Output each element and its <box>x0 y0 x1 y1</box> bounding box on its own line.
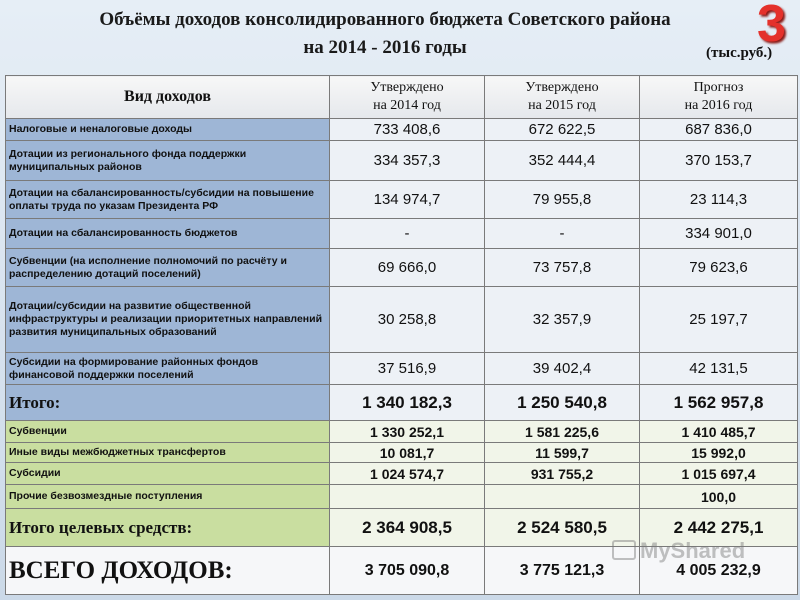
row-value-2014: 30 258,8 <box>330 287 485 353</box>
target-total-value-2015: 2 524 580,5 <box>485 509 640 547</box>
watermark <box>612 538 745 564</box>
total-label: Итого: <box>6 385 330 421</box>
target-total-value-2014: 2 364 908,5 <box>330 509 485 547</box>
target-row <box>6 443 798 463</box>
col-header-2014 <box>330 76 485 119</box>
target-row <box>6 463 798 485</box>
row-value-2014: 1 330 252,1 <box>330 421 485 443</box>
target-row <box>6 485 798 509</box>
row-value-2015: 32 357,9 <box>485 287 640 353</box>
row-value-2016: 79 623,6 <box>640 249 798 287</box>
row-value-2015: - <box>485 219 640 249</box>
row-value-2015: 931 755,2 <box>485 463 640 485</box>
row-value-2016: 334 901,0 <box>640 219 798 249</box>
row-value-2015: 79 955,8 <box>485 181 640 219</box>
presentation-icon <box>612 540 636 560</box>
col-header-2014-line1: Утверждено <box>370 80 444 95</box>
page-title <box>40 6 730 62</box>
unit-label: (тыс.руб.) <box>706 45 773 61</box>
col-header-2014-line2: на 2014 год <box>373 98 441 113</box>
row-value-2015: 73 757,8 <box>485 249 640 287</box>
grand-total-value-2016: 4 005 232,9 <box>640 547 798 595</box>
table-row <box>6 181 798 219</box>
row-value-2015: 11 599,7 <box>485 443 640 463</box>
grand-total-label: ВСЕГО ДОХОДОВ: <box>6 547 330 595</box>
row-value-2014: 334 357,3 <box>330 141 485 181</box>
row-value-2015: 1 581 225,6 <box>485 421 640 443</box>
table-row <box>6 353 798 385</box>
row-value-2016: 100,0 <box>640 485 798 509</box>
col-header-2016-line2: на 2016 год <box>684 98 753 113</box>
row-name: Прочие безвозмездные поступления <box>6 485 330 509</box>
row-value-2016: 1 015 697,4 <box>640 463 798 485</box>
table-row <box>6 249 798 287</box>
row-value-2015 <box>485 485 640 509</box>
row-name: Дотации/субсидии на развитие общественной инфраструктуры и реализации приоритетных направлений развития муниципальных образований <box>6 287 330 353</box>
total-row <box>6 385 798 421</box>
row-value-2015: 672 622,5 <box>485 119 640 141</box>
row-value-2014: 134 974,7 <box>330 181 485 219</box>
col-header-type: Вид доходов <box>6 76 330 119</box>
row-value-2015: 39 402,4 <box>485 353 640 385</box>
row-value-2014: 10 081,7 <box>330 443 485 463</box>
row-name: Дотации на сбалансированность бюджетов <box>6 219 330 249</box>
row-value-2014 <box>330 485 485 509</box>
grand-total-value-2015: 3 775 121,3 <box>485 547 640 595</box>
col-header-2015 <box>485 76 640 119</box>
target-total-value-2016: 2 442 275,1 <box>640 509 798 547</box>
row-value-2014: - <box>330 219 485 249</box>
col-header-2016-line1: Прогноз <box>693 80 744 95</box>
row-value-2014: 1 024 574,7 <box>330 463 485 485</box>
row-value-2016: 23 114,3 <box>640 181 798 219</box>
row-name: Субвенции (на исполнение полномочий по расчёту и распределению дотаций поселений) <box>6 249 330 287</box>
header-row <box>6 76 798 119</box>
row-value-2016: 687 836,0 <box>640 119 798 141</box>
row-value-2016: 15 992,0 <box>640 443 798 463</box>
title-line-1: Объёмы доходов консолидированного бюджета Советского района <box>99 9 671 30</box>
total-value-2014: 1 340 182,3 <box>330 385 485 421</box>
row-value-2016: 370 153,7 <box>640 141 798 181</box>
row-value-2016: 25 197,7 <box>640 287 798 353</box>
table-row <box>6 287 798 353</box>
row-name: Дотации на сбалансированность/субсидии на повышение оплаты труда по указам Президента РФ <box>6 181 330 219</box>
slide-number-badge: 3 <box>757 0 786 53</box>
grand-total-value-2014: 3 705 090,8 <box>330 547 485 595</box>
row-value-2014: 733 408,6 <box>330 119 485 141</box>
target-total-label: Итого целевых средств: <box>6 509 330 547</box>
row-value-2015: 352 444,4 <box>485 141 640 181</box>
budget-table <box>5 75 798 595</box>
total-value-2016: 1 562 957,8 <box>640 385 798 421</box>
row-value-2014: 37 516,9 <box>330 353 485 385</box>
row-name: Дотации из регионального фонда поддержки муниципальных районов <box>6 141 330 181</box>
target-row <box>6 421 798 443</box>
row-name: Иные виды межбюджетных трансфертов <box>6 443 330 463</box>
title-line-2: на 2014 - 2016 годы <box>303 37 467 58</box>
col-header-2015-line2: на 2015 год <box>528 98 596 113</box>
row-name: Налоговые и неналоговые доходы <box>6 119 330 141</box>
col-header-2016 <box>640 76 798 119</box>
watermark-text: MyShared <box>640 538 746 563</box>
total-value-2015: 1 250 540,8 <box>485 385 640 421</box>
row-value-2016: 42 131,5 <box>640 353 798 385</box>
table-row <box>6 119 798 141</box>
row-value-2014: 69 666,0 <box>330 249 485 287</box>
row-name: Субсидии на формирование районных фондов финансовой поддержки поселений <box>6 353 330 385</box>
table-row <box>6 219 798 249</box>
col-header-2015-line1: Утверждено <box>525 80 599 95</box>
row-value-2016: 1 410 485,7 <box>640 421 798 443</box>
row-name: Субсидии <box>6 463 330 485</box>
table-row <box>6 141 798 181</box>
row-name: Субвенции <box>6 421 330 443</box>
